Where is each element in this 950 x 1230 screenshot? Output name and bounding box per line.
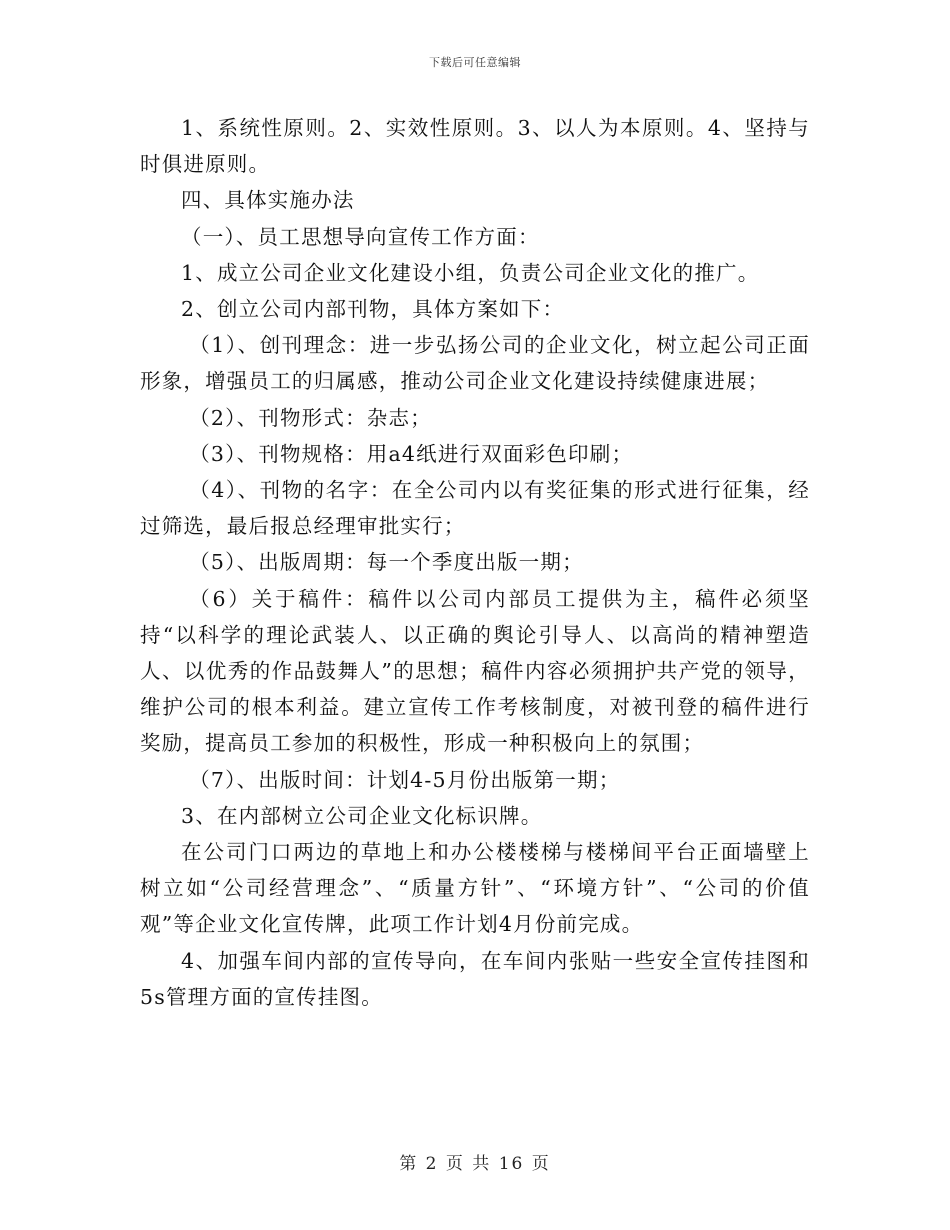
page-number: 第 2 页 共 16 页 [399,1154,551,1174]
document-body [140,110,810,1015]
paragraph-sub-4: （4）、刊物的名字：在全公司内以有奖征集的形式进行征集，经过筛选，最后报总经理审批实行； [140,478,810,539]
paragraph-signboards: 在公司门口两边的草地上和办公楼楼梯与楼梯间平台正面墙壁上树立如“公司经营理念”、“质量方针”、“环境方针”、“公司的价值观”等企业文化宣传牌，此项工作计划4月份前完成。 [140,840,810,937]
paragraph-sub-6: （6）关于稿件：稿件以公司内部员工提供为主，稿件必须坚持“以科学的理论武装人、以正确的舆论引导人、以高尚的精神塑造人、以优秀的作品鼓舞人”的思想；稿件内容必须拥护共产党的领导，维护公司的根本利益。建立宣传工作考核制度，对被刊登的稿件进行奖励，提高员工参加的积极性，形成一种积极向上的氛围； [140,586,810,756]
paragraph-principles: 1、系统性原则。2、实效性原则。3、以人为本原则。4、坚持与时俱进原则。 [140,116,810,177]
paragraph-sub-7: （7）、出版时间：计划4-5月份出版第一期； [189,767,621,792]
paragraph-sub-1: （1）、创刊理念：进一步弘扬公司的企业文化，树立起公司正面形象，增强员工的归属感，推动公司企业文化建设持续健康进展； [140,333,810,394]
section-heading-implementation: 四、具体实施办法 [181,188,355,213]
header-note: 下载后可任意编辑 [429,56,521,69]
paragraph-sub-3: （3）、刊物规格：用a4纸进行双面彩色印刷； [189,441,634,466]
paragraph-sub-5: （5）、出版周期：每一个季度出版一期； [189,550,584,575]
paragraph-item-3: 3、在内部树立公司企业文化标识牌。 [181,803,543,828]
paragraph-item-1: 1、成立公司企业文化建设小组，负责公司企业文化的推广。 [181,260,760,285]
paragraph-sub-2: （2）、刊物形式：杂志； [189,405,432,430]
paragraph-item-2: 2、创立公司内部刊物，具体方案如下： [181,297,565,322]
paragraph-item-4: 4、加强车间内部的宣传导向，在车间内张贴一些安全宣传挂图和5s管理方面的宣传挂图。 [140,948,810,1009]
subsection-heading-ideology: （一）、员工思想导向宣传工作方面： [181,224,540,249]
